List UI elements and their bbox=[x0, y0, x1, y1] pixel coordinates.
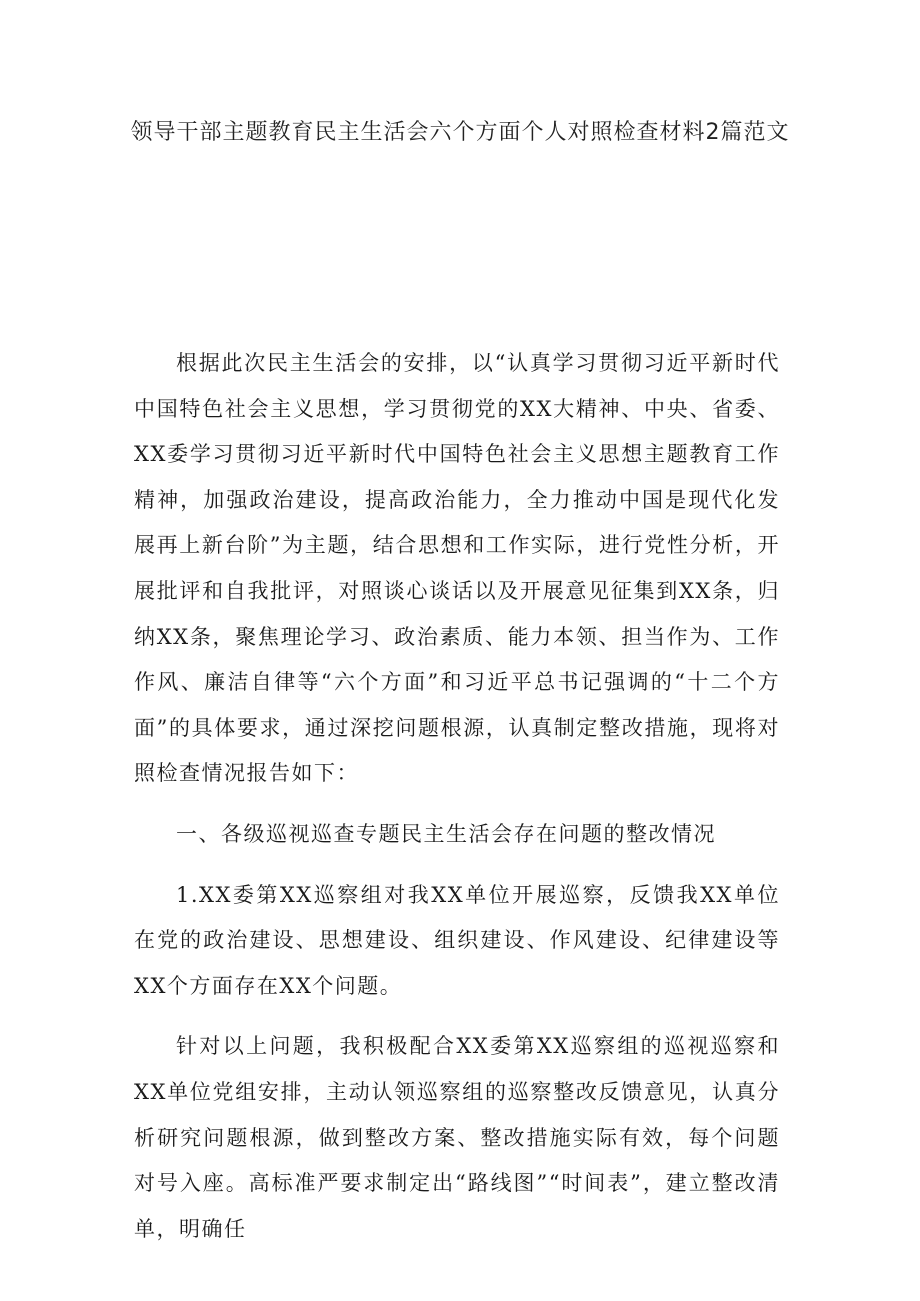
paragraph-rectification: 针对以上问题，我积极配合XX委第XX巡察组的巡视巡察和XX单位党组安排，主动认领巡察组的巡察整改反馈意见，认真分析研究问题根源，做到整改方案、整改措施实际有效，每个问题对号入座。高标准严要求制定出“路线图”“时间表”，建立整改清单，明确任 bbox=[134, 1034, 780, 1241]
paragraph-item-1: 1.XX委第XX巡察组对我XX单位开展巡察，反馈我XX单位在党的政治建设、思想建设、组织建设、作风建设、纪律建设等XX个方面存在XX个问题。 bbox=[134, 882, 780, 998]
document-body bbox=[134, 341, 780, 1252]
paragraph-intro: 根据此次民主生活会的安排，以“认真学习贯彻习近平新时代中国特色社会主义思想，学习贯彻党的XX大精神、中央、省委、XX委学习贯彻习近平新时代中国特色社会主义思想主题教育工作精神，加强政治建设，提高政治能力，全力推动中国是现代化发展再上新台阶”为主题，结合思想和工作实际，进行党性分析，开展批评和自我批评，对照谈心谈话以及开展意见征集到XX条，归纳XX条，聚焦理论学习、政治素质、能力本领、担当作为、工作作风、廉洁自律等“六个方面”和习近平总书记强调的“十二个方面”的具体要求，通过深挖问题根源，认真制定整改措施，现将对照检查情况报告如下： bbox=[134, 351, 780, 786]
document-title: 领导干部主题教育民主生活会六个方面个人对照检查材料2篇范文 bbox=[130, 120, 790, 145]
section-heading-1: 一、各级巡视巡查专题民主生活会存在问题的整改情况 bbox=[176, 821, 716, 846]
